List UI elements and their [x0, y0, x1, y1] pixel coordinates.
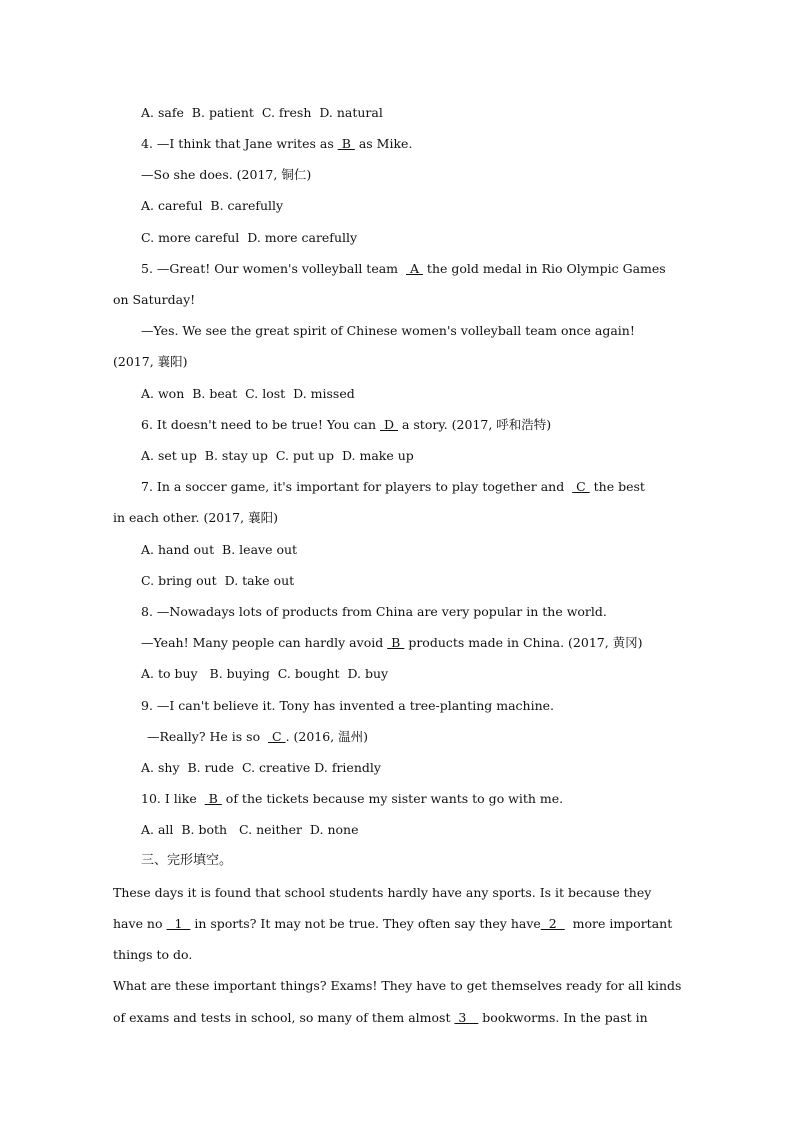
question-text: 10. I like	[141, 791, 205, 806]
passage-text: more important	[564, 916, 673, 931]
option-text: A. set up B. stay up C. put up D. make up	[141, 448, 414, 463]
answer-blank: C	[572, 479, 590, 494]
question-text: 5. —Great! Our women's volleyball team	[141, 261, 406, 276]
option-line	[141, 105, 383, 121]
question-text: 7. In a soccer game, it's important for players to play together and	[141, 479, 573, 494]
question-line	[141, 635, 643, 651]
answer-blank: B	[204, 791, 222, 806]
option-text: C. more careful D. more carefully	[141, 230, 358, 245]
question-text: . (2016, 温州)	[285, 729, 369, 744]
passage-text: in sports? It may not be true. They often say they have	[190, 916, 541, 931]
question-line	[141, 167, 311, 183]
question-text: 8. —Nowadays lots of products from China are very popular in the world.	[141, 604, 607, 619]
question-10	[141, 791, 563, 807]
passage-text: What are these important things? Exams! They have to get themselves ready for all kinds	[113, 978, 682, 993]
passage-line	[113, 916, 672, 932]
passage-text: bookworms. In the past in	[478, 1010, 648, 1025]
question-text: —Yeah! Many people can hardly avoid	[141, 635, 388, 650]
option-line	[141, 666, 388, 682]
question-line	[113, 292, 195, 308]
option-line	[141, 573, 294, 589]
question-text: on Saturday!	[113, 292, 196, 307]
question-text: the best	[589, 479, 645, 494]
question-text: the gold medal in Rio Olympic Games	[422, 261, 666, 276]
question-7	[141, 479, 645, 495]
option-text: A. to buy B. buying C. bought D. buy	[141, 666, 389, 681]
option-text: C. bring out D. take out	[141, 573, 295, 588]
option-line	[141, 448, 414, 464]
passage-text: These days it is found that school students hardly have any sports. Is it because they	[113, 885, 652, 900]
question-text: —Really? He is so	[147, 729, 269, 744]
option-line	[141, 822, 358, 838]
passage-text: have no	[113, 916, 167, 931]
option-text: A. won B. beat C. lost D. missed	[141, 386, 355, 401]
question-text: as Mike.	[354, 136, 413, 151]
answer-blank: C	[268, 729, 286, 744]
option-text: A. all B. both C. neither D. none	[141, 822, 359, 837]
passage-line	[113, 885, 651, 901]
question-8	[141, 604, 607, 620]
cloze-blank: 3	[454, 1010, 479, 1025]
question-text: (2017, 襄阳)	[113, 354, 188, 369]
option-text: A. careful B. carefully	[141, 198, 284, 213]
question-line	[113, 510, 278, 526]
option-text: A. hand out B. leave out	[141, 542, 298, 557]
cloze-blank: 1	[166, 916, 191, 931]
question-line	[147, 729, 368, 745]
passage-line	[113, 1010, 648, 1026]
option-line	[141, 230, 357, 246]
question-text: —So she does. (2017, 铜仁)	[141, 167, 312, 182]
option-line	[141, 386, 355, 402]
passage-line	[113, 978, 681, 994]
option-line	[141, 198, 283, 214]
question-text: in each other. (2017, 襄阳)	[113, 510, 278, 525]
answer-blank: B	[337, 136, 355, 151]
question-line	[141, 323, 635, 339]
answer-blank: A	[405, 261, 423, 276]
question-6	[141, 417, 551, 433]
question-line	[113, 354, 188, 370]
question-text: of the tickets because my sister wants to go with me.	[221, 791, 564, 806]
option-line	[141, 760, 381, 776]
question-text: a story. (2017, 呼和浩特)	[397, 417, 552, 432]
question-text: 4. —I think that Jane writes as	[141, 136, 338, 151]
answer-blank: D	[380, 417, 398, 432]
cloze-blank: 2	[540, 916, 565, 931]
question-text: products made in China. (2017, 黄冈)	[404, 635, 643, 650]
question-text: 9. —I can't believe it. Tony has invented a tree-planting machine.	[141, 698, 555, 713]
question-4	[141, 136, 412, 152]
section-heading	[141, 853, 232, 869]
question-9	[141, 698, 554, 714]
question-text: —Yes. We see the great spirit of Chinese women's volleyball team once again!	[141, 323, 635, 338]
option-text: A. safe B. patient C. fresh D. natural	[141, 105, 383, 120]
section-title: 三、完形填空。	[141, 853, 233, 868]
passage-text: of exams and tests in school, so many of them almost	[113, 1010, 455, 1025]
passage-line	[113, 947, 192, 963]
option-text: A. shy B. rude C. creative D. friendly	[141, 760, 381, 775]
question-text: 6. It doesn't need to be true! You can	[141, 417, 381, 432]
question-5	[141, 261, 666, 277]
option-line	[141, 542, 297, 558]
passage-text: things to do.	[113, 947, 193, 962]
answer-blank: B	[387, 635, 405, 650]
